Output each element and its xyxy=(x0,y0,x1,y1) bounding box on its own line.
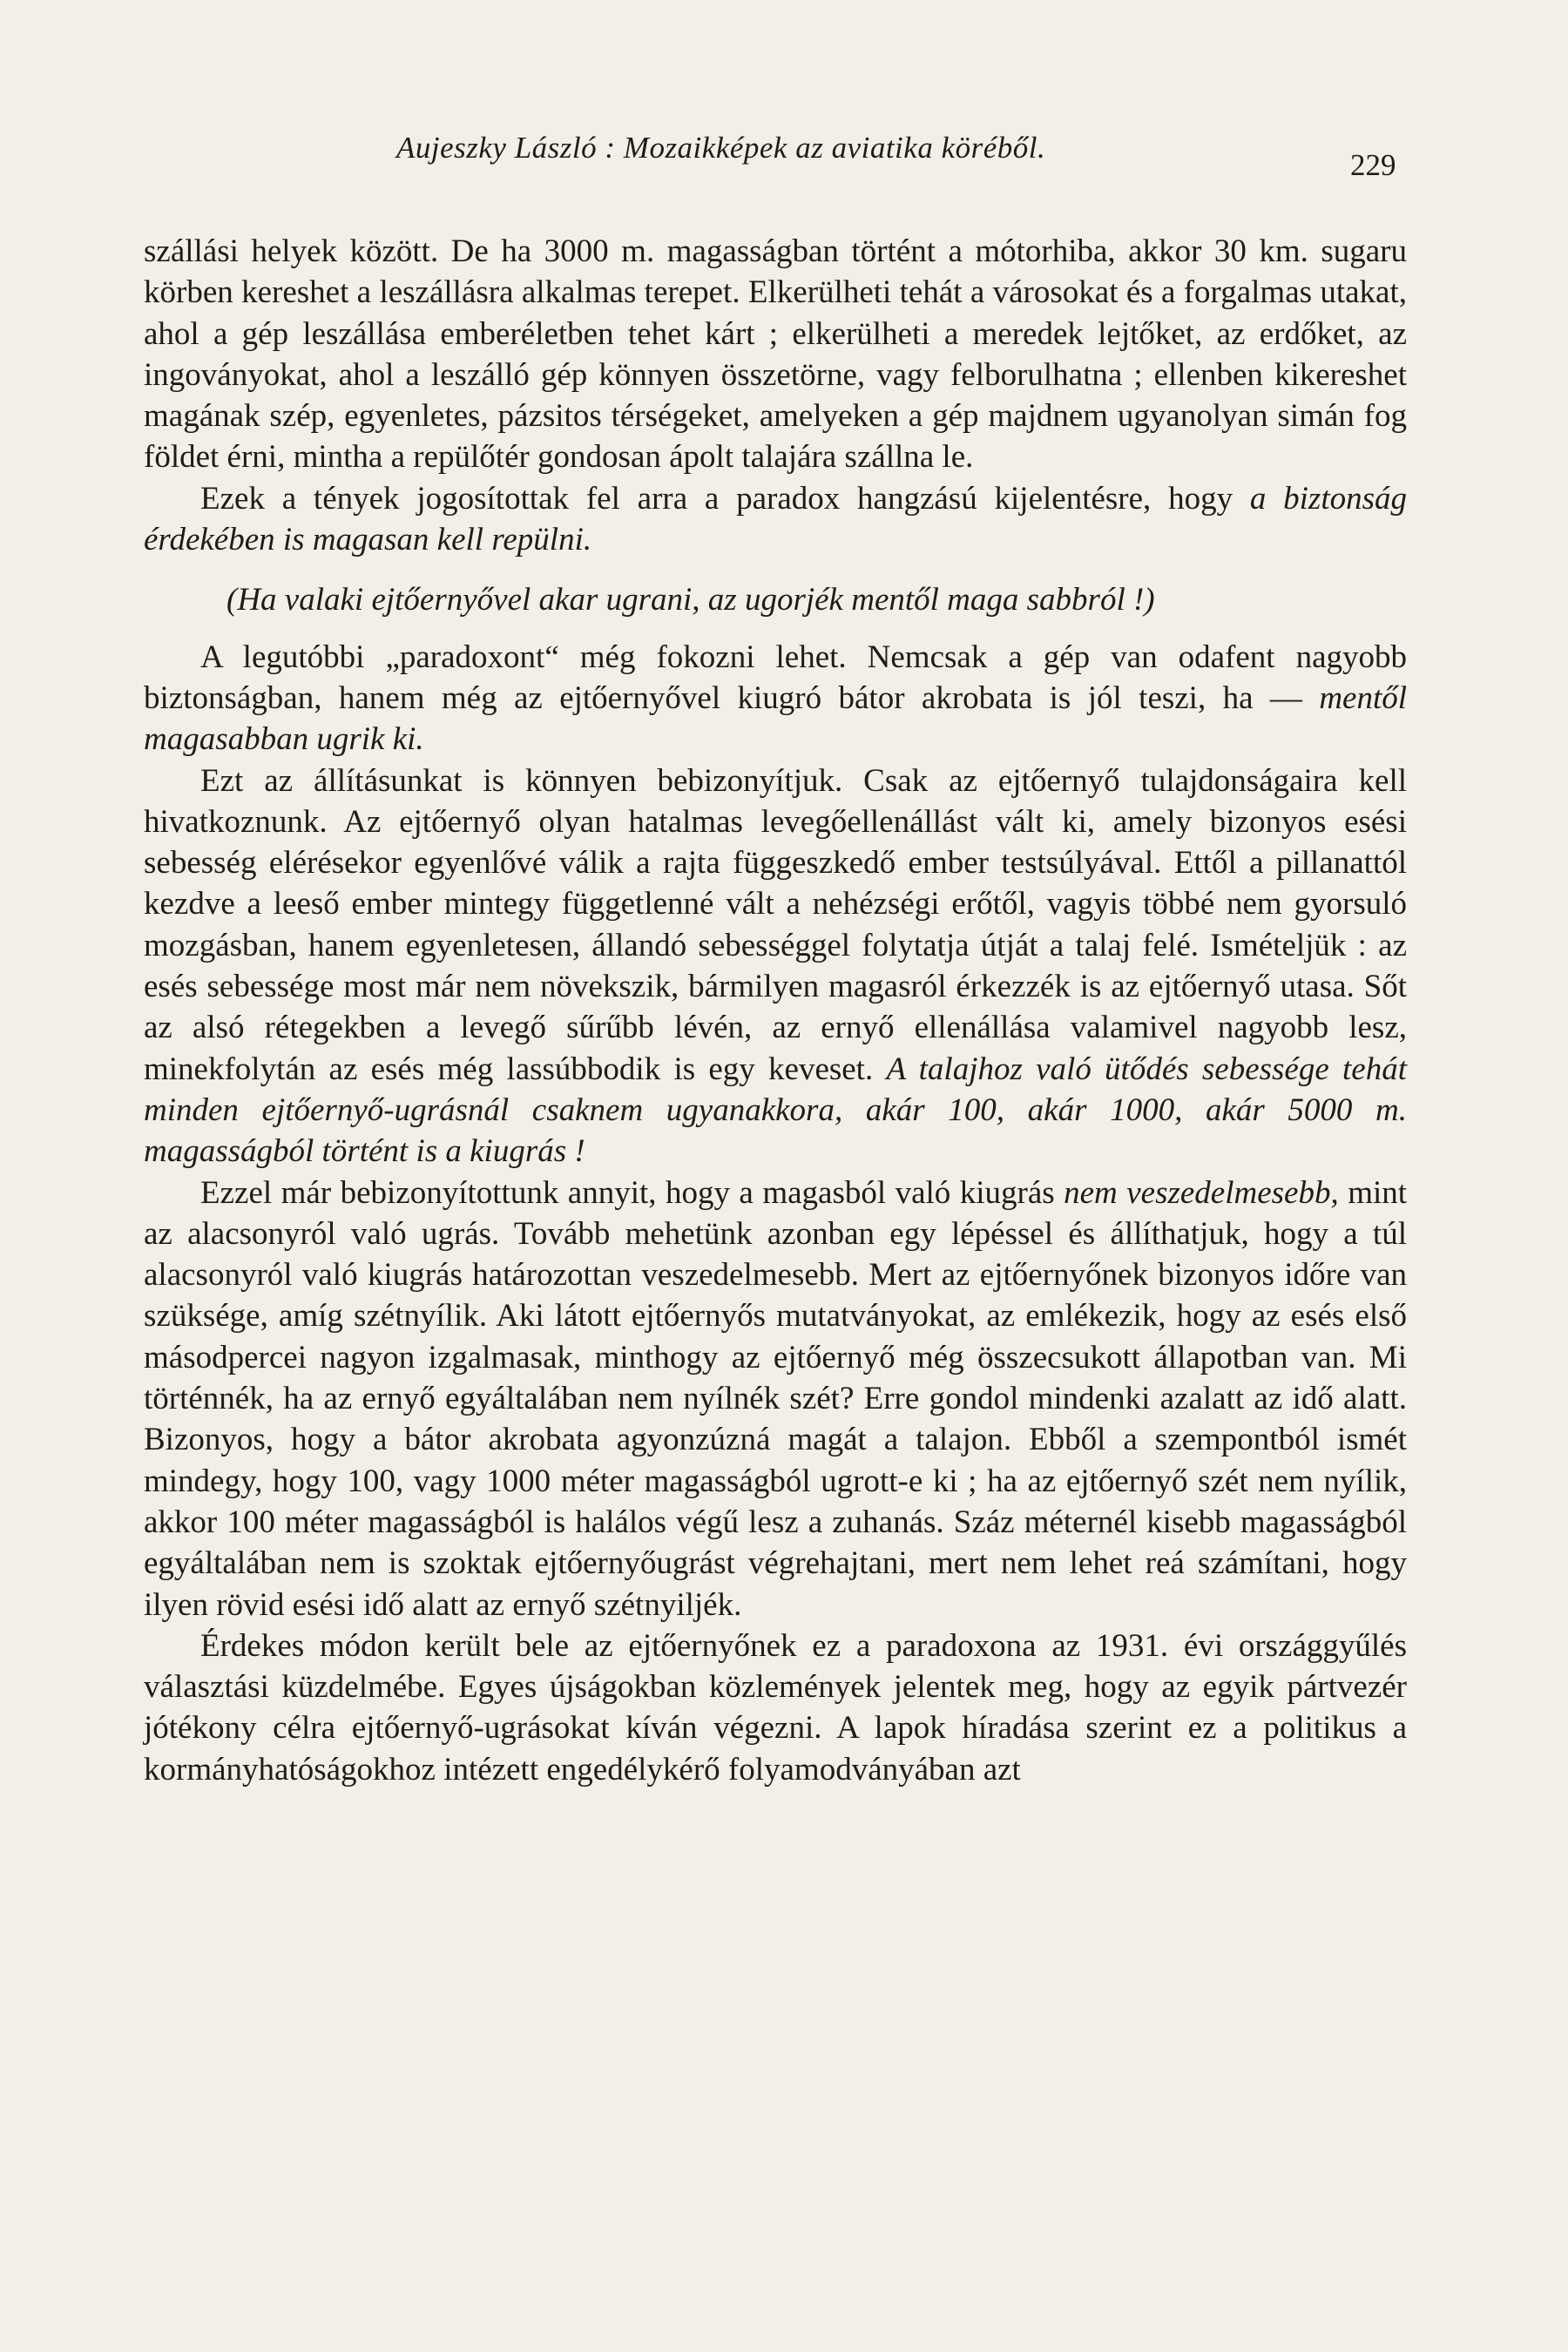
running-head: Aujeszky László : Mozaikképek az aviatika köréből. xyxy=(396,131,1046,165)
page-number: 229 xyxy=(1350,148,1396,182)
paragraph-4-text: Ezt az állításunkat is könnyen bebizonyítjuk. Csak az ejtőernyő tulajdonságaira kell hivatkoznunk. Az ejtőernyő olyan hatalmas levegőellenállást vált ki, amely bizonyos esési sebesség elérésekor egyenlővé válik a rajta függeszkedő ember testsúlyával. Ettől a pillanattól kezdve a leeső ember mintegy függetlenné vált a nehézségi erőtől, vagyis többé nem gyorsuló mozgásban, hanem egyenletesen, állandó sebességgel folytatja útját a talaj felé. Ismételjük : az esés sebessége most már nem növekszik, bármilyen magasról érkezzék is az ejtőernyő utasa. Sőt az alsó rétegekben a levegő sűrűbb lévén, az ernyő ellenállása valamivel nagyobb lesz, minekfolytán az esés még lassúbbodik is egy keveset. xyxy=(144,762,1407,1087)
paragraph-1-text: szállási helyek között. De ha 3000 m. magasságban történt a mótorhiba, akkor 30 km. sugaru körben kereshet a leszállásra alkalmas terepet. Elkerülheti tehát a városokat és a forgalmas utakat, ahol a gép leszállása emberéletben tehet kárt ; elkerülheti a meredek lejtőket, az erdőket, az ingoványokat, ahol a leszálló gép könnyen összetörne, vagy felborulhatna ; ellenben kikereshet magának szép, egyenletes, pázsitos térségeket, amelyeken a gép majdnem ugyanolyan simán fog földet érni, mintha a repülőtér gondosan ápolt talajára szállna le. xyxy=(144,233,1407,476)
paragraph-1 xyxy=(144,231,1407,478)
paragraph-5 xyxy=(144,1173,1407,1625)
paragraph-5-text-before: Ezzel már bebizonyítottunk annyit, hogy a magasból való kiugrás xyxy=(200,1174,1055,1211)
paragraph-5-text-after: mint az alacsonyról való ugrás. Tovább mehetünk azonban egy lépéssel és állíthatjuk, hogy a túl alacsonyról való kiugrás határozottan veszedelmesebb. Mert az ejtőernyőnek bizonyos időre van szüksége, amíg szétnyílik. Aki látott ejtőernyős mutatványokat, az emlékezik, hogy az esés első másodpercei nagyon izgalmasak, minthogy az ejtőernyő még összecsukott állapotban van. Mi történnék, ha az ernyő egyáltalában nem nyílnék szét? Erre gondol mindenki azalatt az idő alatt. Bizonyos, hogy a bátor akrobata agyonzúzná magát a talajon. Ebből a szempontból ismét mindegy, hogy 100, vagy 1000 méter magasságból ugrott-e ki ; ha az ejtőernyő szét nem nyílik, akkor 100 méter magasságból is halálos végű lesz a zuhanás. Száz méternél kisebb magasságból egyáltalában nem is szoktak ejtőernyőugrást végrehajtani, mert nem lehet reá számítani, hogy ilyen rövid esési idő alatt az ernyő szétnyiljék. xyxy=(144,1174,1408,1623)
paragraph-2-emphasis: a biztonság érdekében is magasan kell repülni. xyxy=(144,480,1407,558)
paragraph-3-emphasis: mentől magasabban ugrik ki. xyxy=(144,679,1408,758)
paragraph-2-text: Ezek a tények jogosítottak fel arra a paradox hangzású kijelentésre, hogy xyxy=(200,480,1233,517)
paragraph-5-emphasis: nem veszedelmesebb, xyxy=(1064,1174,1339,1211)
paragraph-2 xyxy=(144,478,1407,561)
body-text xyxy=(144,231,1407,1790)
paragraph-3 xyxy=(144,637,1407,760)
paragraph-6-text: Érdekes módon került bele az ejtőernyőnek ez a paradoxona az 1931. évi országgyűlés választási küzdelmébe. Egyes újságokban közlemények jelentek meg, hogy az egyik pártvezér jótékony célra ejtőernyő-ugrásokat kíván végezni. A lapok híradása szerint ez a politikus a kormányhatóságokhoz intézett engedélykérő folyamodványában azt xyxy=(144,1627,1407,1788)
paragraph-3-text: A legutóbbi „paradoxont“ még fokozni lehet. Nemcsak a gép van odafent nagyobb biztonságban, hanem még az ejtőernyővel kiugró bátor akrobata is jól teszi, ha — xyxy=(144,639,1407,716)
paragraph-4-emphasis: A talajhoz való ütődés sebessége tehát minden ejtőernyő-ugrásnál csaknem ugyanakkora, akár 100, akár 1000, akár 5000 m. magasságból történt is a kiugrás ! xyxy=(144,1051,1408,1170)
italic-quote: (Ha valaki ejtőernyővel akar ugrani, az ugorjék mentől maga sabbról !) xyxy=(226,582,1155,618)
paragraph-6 xyxy=(144,1625,1407,1790)
paragraph-4 xyxy=(144,760,1407,1173)
